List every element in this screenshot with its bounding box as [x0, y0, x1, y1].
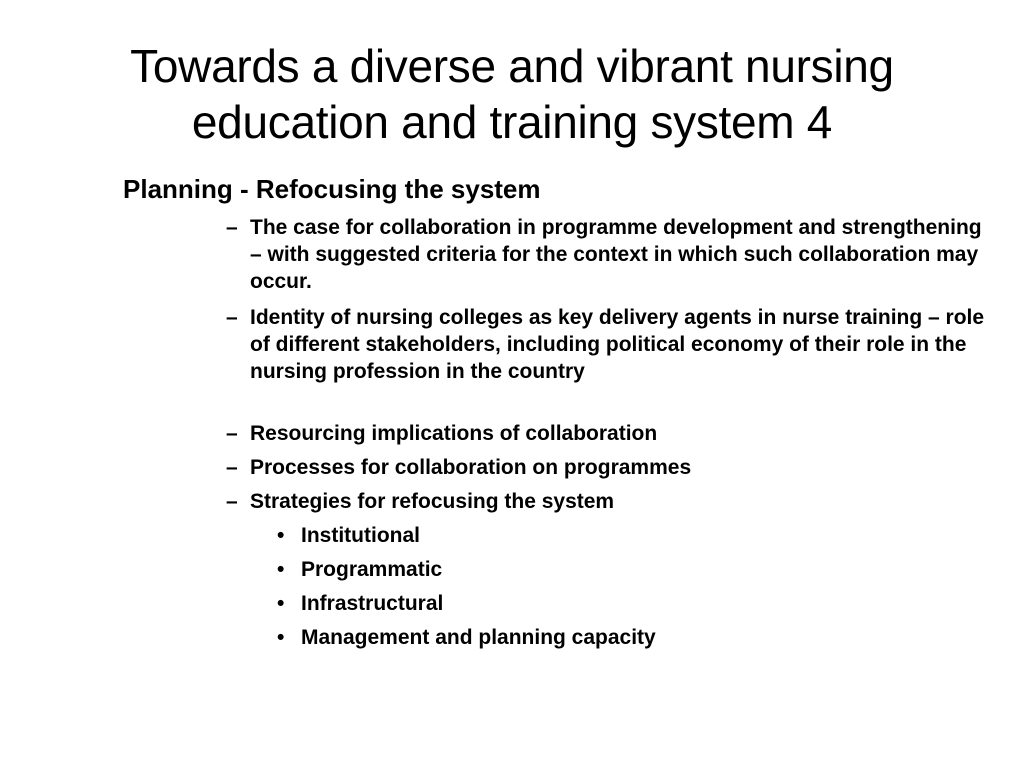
- subpoint-text: Strategies for refocusing the system: [250, 490, 615, 513]
- bullet-marker: •: [277, 558, 285, 581]
- section-heading: Planning - Refocusing the system: [123, 174, 541, 204]
- strategy-text: Institutional: [301, 524, 420, 547]
- subpoint-text: Identity of nursing colleges as key delivery agents in nurse training – role of different stakeholders, including political economy of their role in the nursing profession in the country: [250, 306, 985, 383]
- dash-marker: –: [226, 456, 238, 479]
- bullet-marker: •: [277, 524, 285, 547]
- strategy-text: Management and planning capacity: [301, 626, 656, 649]
- slide-title-line-1: Towards a diverse and vibrant nursing: [130, 40, 894, 92]
- subpoint-text: The case for collaboration in programme development and strengthening – with suggested criteria for the context in which such collaboration may occur.: [250, 216, 982, 293]
- bullet-marker: •: [277, 626, 285, 649]
- strategy-text: Programmatic: [301, 558, 443, 581]
- slide-title: [40, 38, 984, 150]
- subpoint-text: Resourcing implications of collaboration: [250, 422, 658, 445]
- strategy-text: Infrastructural: [301, 592, 444, 615]
- subpoint-collaboration-case: [226, 214, 986, 295]
- strategy-institutional: [277, 522, 977, 549]
- subpoint-nursing-colleges-identity: [226, 304, 986, 385]
- dash-marker: –: [226, 306, 238, 329]
- dash-marker: –: [226, 216, 238, 239]
- subpoint-processes: [226, 454, 986, 481]
- dash-marker: –: [226, 422, 238, 445]
- strategy-infrastructural: [277, 590, 977, 617]
- subpoint-text: Processes for collaboration on programmes: [250, 456, 692, 479]
- dash-marker: –: [226, 490, 238, 513]
- slide-title-line-2: education and training system 4: [191, 96, 833, 148]
- subpoint-strategies: [226, 488, 986, 515]
- strategy-management-planning: [277, 624, 977, 651]
- strategy-programmatic: [277, 556, 977, 583]
- bullet-marker: •: [277, 592, 285, 615]
- subpoint-resourcing: [226, 420, 986, 447]
